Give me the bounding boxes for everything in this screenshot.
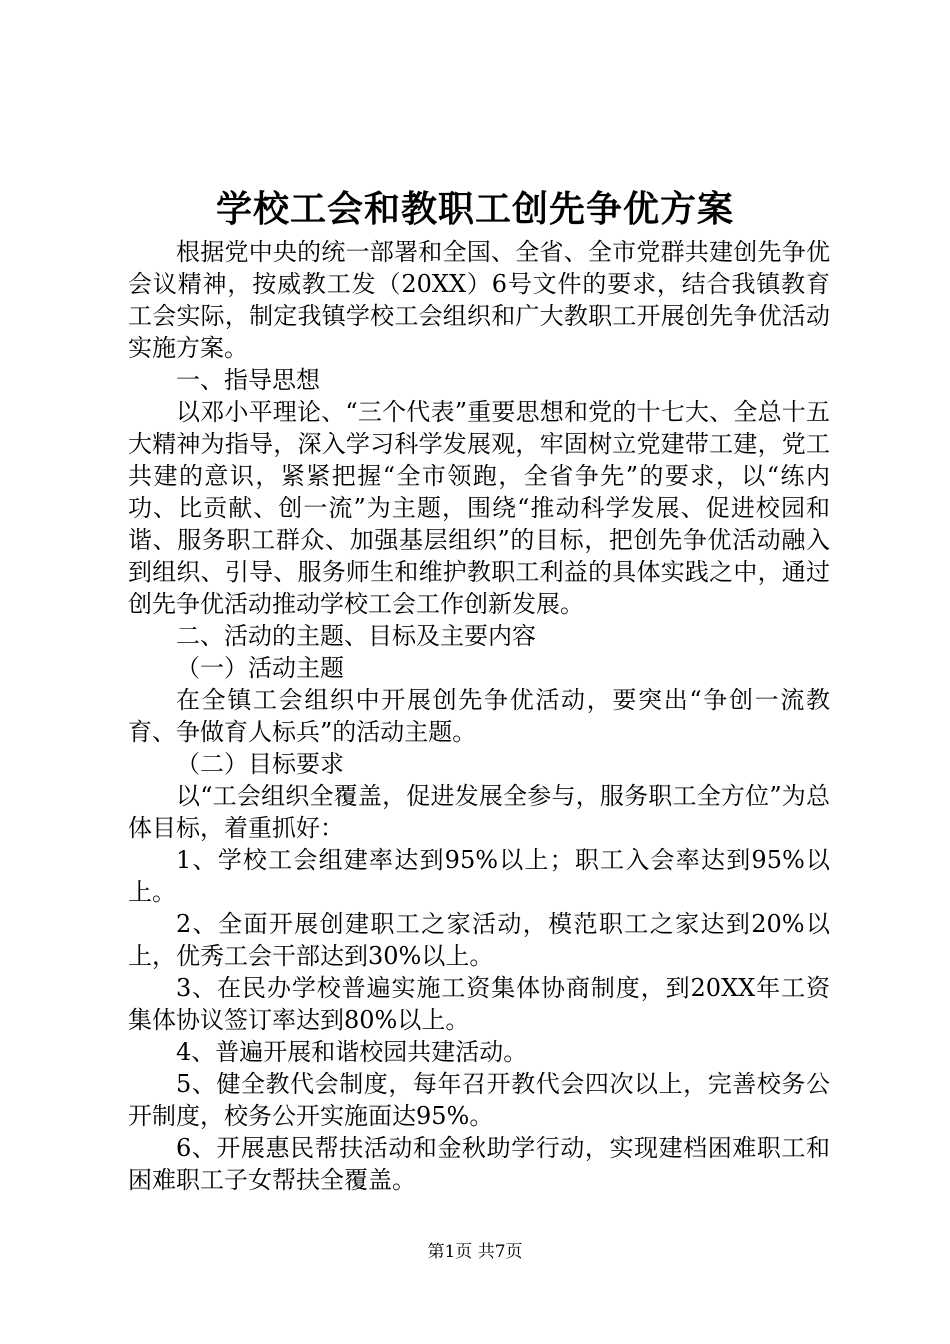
document-title: 学校工会和教职工创先争优方案 — [215, 188, 734, 230]
paragraph-goal-requirements: 以“工会组织全覆盖，促进发展全参与，服务职工全方位”为总体目标，着重抓好： — [128, 782, 830, 842]
list-item-5: 5、健全教代会制度，每年召开教代会四次以上，完善校务公开制度，校务公开实施面达95%。 — [128, 1070, 830, 1130]
paragraph-intro: 根据党中央的统一部署和全国、全省、全市党群共建创先争优会议精神，按威教工发（20XX）6号文件的要求，结合我镇教育工会实际，制定我镇学校工会组织和广大教职工开展创先争优活动实施方案。 — [128, 238, 830, 362]
page-footer: 第1页 共7页 — [427, 1242, 523, 1262]
list-item-3: 3、在民办学校普遍实施工资集体协商制度，到20XX年工资集体协议签订率达到80%以上。 — [128, 974, 830, 1034]
subheading-goal-requirements: （二）目标要求 — [176, 750, 344, 778]
heading-guiding-ideology: 一、指导思想 — [176, 366, 320, 394]
paragraph-guiding-ideology: 以邓小平理论、“三个代表”重要思想和党的十七大、全总十五大精神为指导，深入学习科学发展观，牢固树立党建带工建，党工共建的意识，紧紧把握“全市领跑，全省争先”的要求，以“练内功、比贡献、创一流”为主题，围绕“推动科学发展、促进校园和谐、服务职工群众、加强基层组织”的目标，把创先争优活动融入到组织、引导、服务师生和维护教职工利益的具体实践之中，通过创先争优活动推动学校工会工作创新发展。 — [128, 398, 830, 618]
list-item-2: 2、全面开展创建职工之家活动，模范职工之家达到20%以上，优秀工会干部达到30%以上。 — [128, 910, 830, 970]
paragraph-activity-theme: 在全镇工会组织中开展创先争优活动，要突出“争创一流教育、争做育人标兵”的活动主题。 — [128, 686, 830, 746]
list-item-1: 1、学校工会组建率达到95%以上；职工入会率达到95%以上。 — [128, 846, 830, 906]
list-item-4: 4、普遍开展和谐校园共建活动。 — [176, 1038, 528, 1066]
subheading-activity-theme: （一）活动主题 — [176, 654, 344, 682]
list-item-6: 6、开展惠民帮扶活动和金秋助学行动，实现建档困难职工和困难职工子女帮扶全覆盖。 — [128, 1134, 830, 1194]
document-body — [128, 236, 830, 1196]
heading-activity-theme-goals: 二、活动的主题、目标及主要内容 — [176, 622, 536, 650]
